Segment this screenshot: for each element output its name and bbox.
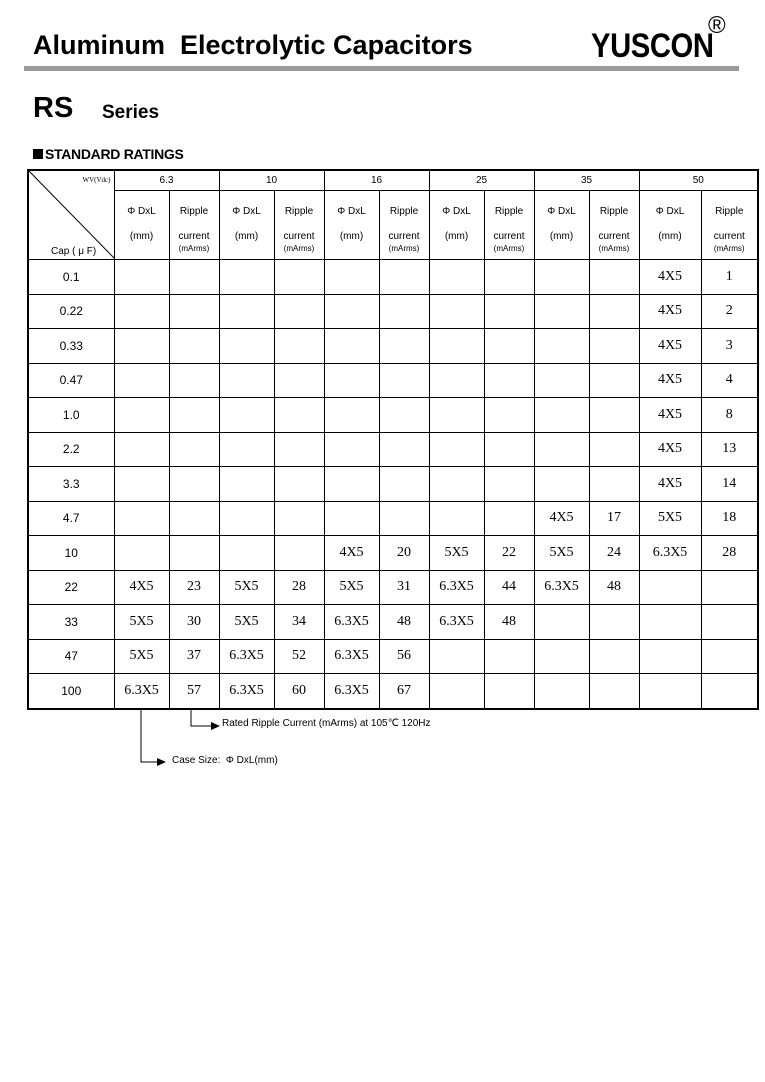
case-size-cell: 6.3X5 [429, 570, 484, 605]
brand-logo: YUSCON [591, 27, 714, 65]
ripple-current-cell: 13 [701, 432, 758, 467]
ripple-current-cell: 14 [701, 467, 758, 502]
case-size-cell: 4X5 [534, 501, 589, 536]
case-size-cell: 4X5 [639, 398, 701, 433]
case-size-cell: 6.3X5 [219, 639, 274, 674]
size-header-line1: Φ DxL [232, 206, 261, 217]
ripple-current-cell: 48 [484, 605, 534, 640]
case-size-cell: 6.3X5 [639, 536, 701, 571]
cap-cell: 0.47 [28, 363, 114, 398]
voltage-header-cell: 6.3 [114, 170, 219, 191]
ripple-note: Rated Ripple Current (mArms) at 105℃ 120Hz [222, 718, 431, 729]
cap-cell: 10 [28, 536, 114, 571]
case-size-cell: 5X5 [219, 605, 274, 640]
case-size-cell: 4X5 [639, 363, 701, 398]
size-header-line2: (mm) [234, 231, 259, 242]
ripple-current-cell: 34 [274, 605, 324, 640]
case-size-cell: 6.3X5 [324, 639, 379, 674]
ripple-current-cell: 30 [169, 605, 219, 640]
ripple-current-cell: 67 [379, 674, 429, 709]
cap-cell: 1.0 [28, 398, 114, 433]
ripple-header-line1: Ripple [284, 206, 314, 217]
ripple-header-line1: Ripple [715, 206, 744, 217]
document-title: Aluminum Electrolytic Capacitors [33, 30, 473, 60]
case-size-cell: 5X5 [324, 570, 379, 605]
size-header-line1: Φ DxL [337, 206, 366, 217]
voltage-header-cell: 50 [639, 170, 758, 191]
cap-cell: 33 [28, 605, 114, 640]
ripple-current-cell: 8 [701, 398, 758, 433]
section-heading-text: STANDARD RATINGS [45, 146, 184, 162]
size-header-line2: (mm) [444, 231, 469, 242]
cap-cell: 47 [28, 639, 114, 674]
cap-cell: 0.33 [28, 329, 114, 364]
ripple-current-cell: 18 [701, 501, 758, 536]
case-size-cell: 6.3X5 [324, 605, 379, 640]
ripple-header-line2: current [178, 231, 210, 242]
cap-cell: 22 [28, 570, 114, 605]
case-size-cell: 6.3X5 [429, 605, 484, 640]
size-header-line1: Φ DxL [547, 206, 576, 217]
ripple-current-cell: 4 [701, 363, 758, 398]
size-header-line2: (mm) [129, 231, 154, 242]
wv-label: WV(Vdc) [82, 176, 111, 184]
case-size-cell: 4X5 [639, 294, 701, 329]
size-header-line2: (mm) [339, 231, 364, 242]
ripple-current-cell: 56 [379, 639, 429, 674]
size-header-line1: Φ DxL [655, 206, 685, 217]
size-header-line2: (mm) [658, 231, 682, 242]
ripple-current-cell: 28 [274, 570, 324, 605]
size-header-line2: (mm) [549, 231, 574, 242]
ripple-current-cell: 23 [169, 570, 219, 605]
cap-cell: 100 [28, 674, 114, 709]
ripple-current-cell: 60 [274, 674, 324, 709]
case-size-cell: 5X5 [534, 536, 589, 571]
case-size-cell: 4X5 [114, 570, 169, 605]
series-word: Series [102, 102, 160, 123]
ripple-header-line2: current [493, 231, 525, 242]
voltage-header-cell: 10 [219, 170, 324, 191]
ripple-header-line2: current [283, 231, 315, 242]
cap-cell: 2.2 [28, 432, 114, 467]
case-size-cell: 4X5 [639, 260, 701, 295]
cap-cell: 0.1 [28, 260, 114, 295]
ripple-header-line1: Ripple [389, 206, 419, 217]
ripple-leader-line [191, 709, 212, 726]
ripple-current-cell: 22 [484, 536, 534, 571]
case-size-cell: 5X5 [219, 570, 274, 605]
ripple-current-cell: 3 [701, 329, 758, 364]
case-size-cell: 4X5 [324, 536, 379, 571]
case-size-cell: 6.3X5 [534, 570, 589, 605]
ripple-current-cell: 52 [274, 639, 324, 674]
cap-cell: 4.7 [28, 501, 114, 536]
ripple-current-cell: 2 [701, 294, 758, 329]
ripple-header-line1: Ripple [179, 206, 209, 217]
series-code: RS [33, 92, 74, 124]
case-size-cell: 5X5 [114, 639, 169, 674]
ripple-current-cell: 44 [484, 570, 534, 605]
registered-mark: ® [708, 12, 726, 39]
case-size-cell: 4X5 [639, 467, 701, 502]
ripple-header-line3: (mArms) [713, 244, 745, 253]
ripple-current-cell: 17 [589, 501, 639, 536]
case-leader-line [141, 709, 158, 762]
case-size-cell: 5X5 [639, 501, 701, 536]
case-size-cell: 6.3X5 [219, 674, 274, 709]
case-arrow-icon [157, 758, 166, 766]
ripple-arrow-icon [211, 722, 220, 730]
voltage-header-cell: 35 [534, 170, 639, 191]
size-header-line1: Φ DxL [442, 206, 471, 217]
case-size-cell: 5X5 [114, 605, 169, 640]
ripple-current-cell: 48 [589, 570, 639, 605]
cap-label: Cap ( μ F) [51, 246, 97, 257]
ripple-current-cell: 48 [379, 605, 429, 640]
voltage-header-cell: 25 [429, 170, 534, 191]
ripple-header-line3: (mArms) [283, 244, 315, 253]
case-size-cell: 5X5 [429, 536, 484, 571]
ripple-header-line2: current [598, 231, 630, 242]
ripple-current-cell: 57 [169, 674, 219, 709]
ripple-current-cell: 20 [379, 536, 429, 571]
ripple-header-line3: (mArms) [178, 244, 210, 253]
size-header-line1: Φ DxL [127, 206, 156, 217]
cap-cell: 3.3 [28, 467, 114, 502]
ripple-header-line3: (mArms) [388, 244, 420, 253]
ripple-header-line3: (mArms) [598, 244, 630, 253]
case-size-cell: 6.3X5 [324, 674, 379, 709]
case-size-cell: 4X5 [639, 432, 701, 467]
ripple-header-line1: Ripple [494, 206, 524, 217]
voltage-header-cell: 16 [324, 170, 429, 191]
cap-cell: 0.22 [28, 294, 114, 329]
ripple-header-line2: current [713, 231, 745, 242]
ripple-header-line2: current [388, 231, 420, 242]
case-size-note: Case Size: Φ DxL(mm) [172, 755, 278, 766]
ripple-current-cell: 24 [589, 536, 639, 571]
ripple-current-cell: 31 [379, 570, 429, 605]
ripple-header-line1: Ripple [599, 206, 629, 217]
ripple-header-line3: (mArms) [493, 244, 525, 253]
ripple-current-cell: 1 [701, 260, 758, 295]
ripple-current-cell: 37 [169, 639, 219, 674]
case-size-cell: 6.3X5 [114, 674, 169, 709]
ripple-current-cell: 28 [701, 536, 758, 571]
case-size-cell: 4X5 [639, 329, 701, 364]
